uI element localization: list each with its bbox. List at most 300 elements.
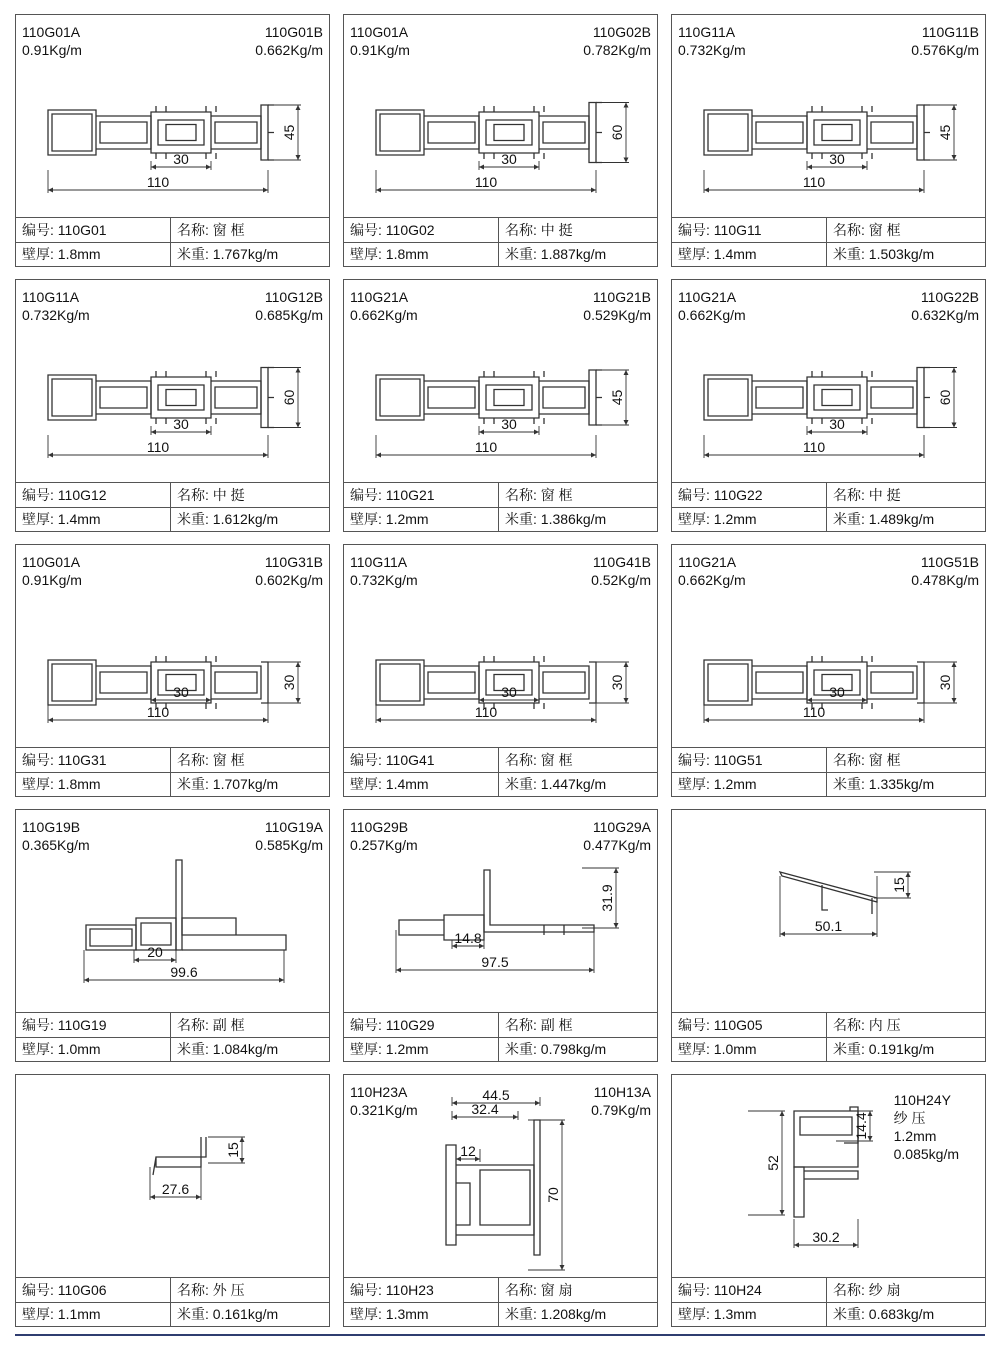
- spec-cell-weight: [499, 772, 657, 796]
- width-dimension: [794, 1219, 858, 1248]
- mid-dimension-label: 30: [173, 416, 189, 432]
- part-b-line: 0.685Kg/m: [255, 307, 323, 323]
- spec-label: 米重:: [505, 1306, 537, 1322]
- part-a-line: 0.321Kg/m: [350, 1102, 418, 1118]
- spec-value: 110G22: [713, 487, 763, 503]
- spec-value: 110G12: [57, 487, 107, 503]
- mid-dimension: [134, 944, 176, 963]
- height-dimension: [582, 868, 619, 928]
- width-dimension: [396, 930, 594, 973]
- spec-cell-thick: [344, 1037, 499, 1061]
- spec-label: 壁厚:: [678, 776, 710, 792]
- spec-row-code: [16, 748, 329, 773]
- part-a-line: 0.91Kg/m: [350, 42, 410, 58]
- mid-dimension-label: 30: [173, 151, 189, 167]
- part-a-line: 0.662Kg/m: [678, 572, 746, 588]
- part-b-line: 0.52Kg/m: [591, 572, 651, 588]
- spec-label: 米重:: [833, 1306, 865, 1322]
- spec-label: 编号:: [678, 752, 710, 768]
- spec-label: 米重:: [177, 1041, 209, 1057]
- profile-section: [153, 1137, 206, 1175]
- part-a-line: 110G21A: [678, 554, 737, 570]
- height-dimension: [874, 872, 911, 898]
- spec-value: 中 挺: [868, 487, 901, 503]
- width-dimension: [376, 700, 596, 723]
- spec-label: 名称:: [177, 1017, 209, 1033]
- mid-dimension: [479, 151, 539, 170]
- spec-label: 米重:: [833, 246, 865, 262]
- spec-cell-name: [827, 748, 985, 772]
- spec-cell-code: [672, 748, 827, 772]
- height-dimension-label: 30: [281, 674, 297, 691]
- part-a-line: 110G11A: [22, 289, 80, 305]
- width-dimension-label: 110: [474, 704, 498, 720]
- part-a-line: 0.91Kg/m: [22, 572, 82, 588]
- spec-cell-weight: [827, 1302, 985, 1326]
- spec-cell-weight: [827, 242, 985, 266]
- part-b-line: 110G21B: [592, 289, 651, 305]
- spec-label: 米重:: [833, 776, 865, 792]
- spec-label: 米重:: [177, 776, 209, 792]
- spec-table: [344, 1277, 657, 1326]
- spec-row-code: [672, 1278, 985, 1303]
- mid-dimension: [807, 416, 867, 435]
- part-a-line: 110G21A: [678, 289, 737, 305]
- height-dimension-label: 52: [765, 1155, 781, 1171]
- spec-value: 1.084kg/m: [212, 1041, 279, 1057]
- spec-value: 110G21: [385, 487, 435, 503]
- spec-label: 名称:: [177, 1282, 209, 1298]
- profile-drawing: [344, 1075, 657, 1275]
- spec-cell-thick: [344, 242, 499, 266]
- spec-value: 1.2mm: [713, 776, 757, 792]
- spec-cell-code: [672, 483, 827, 507]
- part-b-line: 110H13A: [593, 1084, 651, 1100]
- spec-cell-thick: [16, 1037, 171, 1061]
- spec-value: 110G19: [57, 1017, 107, 1033]
- profile-section: [780, 872, 877, 914]
- spec-label: 米重:: [177, 1306, 209, 1322]
- profile-section: [399, 870, 594, 940]
- mid-dimension: [479, 684, 539, 703]
- spec-value: 1.2mm: [385, 511, 429, 527]
- part-a-line: 0.732Kg/m: [22, 307, 90, 323]
- profile-section: [376, 103, 602, 163]
- spec-row-code: [344, 483, 657, 508]
- mid-dimension: [452, 930, 484, 949]
- mid-dimension-label: 14.8: [454, 930, 482, 946]
- profile-card-110G41: [343, 544, 658, 797]
- spec-value: 110G02: [385, 222, 435, 238]
- spec-value: 110H23: [385, 1282, 434, 1298]
- part-b-line: 0.478Kg/m: [911, 572, 979, 588]
- spec-label: 壁厚:: [22, 246, 54, 262]
- spec-label: 名称:: [833, 752, 865, 768]
- profile-drawing: [344, 545, 657, 745]
- part-a-line: 110H23A: [350, 1084, 408, 1100]
- spec-label: 名称:: [833, 1017, 865, 1033]
- profile-card-110G31: [15, 544, 330, 797]
- mid-dimension: [807, 151, 867, 170]
- height-dimension-label: 45: [937, 124, 953, 141]
- mid-dimension-label: 30: [501, 151, 517, 167]
- spec-cell-name: [171, 483, 329, 507]
- profile-drawing: [16, 280, 329, 480]
- height-dimension-label: 15: [225, 1142, 241, 1158]
- profile-drawing: [672, 1075, 985, 1275]
- width2-dimension-label: 32.4: [471, 1101, 499, 1117]
- spec-value: 110G01: [57, 222, 107, 238]
- profile-section: [794, 1107, 858, 1217]
- spec-cell-code: [672, 218, 827, 242]
- spec-value: 1.8mm: [385, 246, 429, 262]
- spec-cell-code: [344, 748, 499, 772]
- spec-row-code: [344, 1278, 657, 1303]
- profile-card-110H23: [343, 1074, 658, 1327]
- part-a-line: 110G11A: [350, 554, 408, 570]
- spec-cell-weight: [171, 507, 329, 531]
- spec-value: 110G11: [713, 222, 762, 238]
- spec-cell-weight: [499, 242, 657, 266]
- profile-drawing: [672, 280, 985, 480]
- spec-cell-weight: [827, 772, 985, 796]
- profile-drawing: [672, 15, 985, 215]
- width-dimension: [48, 700, 268, 723]
- spec-value: 1.489kg/m: [868, 511, 935, 527]
- mid-dimension: [807, 684, 867, 703]
- spec-cell-code: [344, 1278, 499, 1302]
- part-b-line: 纱 压: [893, 1110, 926, 1126]
- spec-row-weight: [344, 772, 657, 796]
- spec-label: 壁厚:: [350, 1041, 382, 1057]
- spec-cell-name: [827, 218, 985, 242]
- spec-label: 编号:: [350, 752, 382, 768]
- profile-drawing: [16, 1075, 329, 1275]
- spec-table: [672, 1012, 985, 1061]
- width-dimension: [48, 170, 268, 193]
- spec-value: 1.612kg/m: [212, 511, 279, 527]
- spec-cell-weight: [171, 242, 329, 266]
- profile-section: [48, 105, 274, 160]
- part-a-line: 0.732Kg/m: [678, 42, 746, 58]
- mid-dimension-label: 30: [829, 151, 845, 167]
- width-dimension: [376, 435, 596, 458]
- spec-label: 编号:: [350, 1017, 382, 1033]
- spec-cell-weight: [499, 1302, 657, 1326]
- spec-table: [672, 1277, 985, 1326]
- spec-value: 110H24: [713, 1282, 762, 1298]
- spec-table: [16, 747, 329, 796]
- height-dimension-label: 45: [609, 389, 625, 406]
- spec-value: 110G05: [713, 1017, 763, 1033]
- spec-cell-name: [171, 1013, 329, 1037]
- height-dimension-label: 60: [937, 389, 953, 406]
- mid-dimension: [151, 416, 211, 435]
- profile-section: [704, 656, 924, 709]
- spec-row-weight: [344, 1037, 657, 1061]
- spec-label: 名称:: [505, 222, 537, 238]
- spec-value: 1.1mm: [57, 1306, 101, 1322]
- spec-table: [672, 217, 985, 266]
- spec-cell-name: [171, 1278, 329, 1302]
- part-b-line: 0.632Kg/m: [911, 307, 979, 323]
- spec-value: 1.3mm: [385, 1306, 429, 1322]
- mid-dimension: [151, 151, 211, 170]
- spec-value: 1.8mm: [57, 776, 101, 792]
- mid-dimension-label: 30: [829, 684, 845, 700]
- spec-label: 壁厚:: [678, 511, 710, 527]
- spec-label: 编号:: [678, 1017, 710, 1033]
- spec-value: 1.447kg/m: [540, 776, 607, 792]
- spec-cell-weight: [827, 507, 985, 531]
- part-a-line: 0.662Kg/m: [350, 307, 418, 323]
- width2-dimension: [452, 1101, 518, 1120]
- profile-drawing: [672, 810, 985, 1010]
- spec-cell-thick: [672, 1302, 827, 1326]
- part-b-line: 110G19A: [264, 819, 323, 835]
- part-a-line: 0.91Kg/m: [22, 42, 82, 58]
- profile-section: [446, 1120, 540, 1255]
- spec-cell-code: [672, 1278, 827, 1302]
- spec-row-code: [344, 1013, 657, 1038]
- spec-label: 名称:: [177, 222, 209, 238]
- profile-card-110G11: [671, 14, 986, 267]
- part-b-line: 110G41B: [592, 554, 651, 570]
- spec-cell-name: [499, 483, 657, 507]
- profile-card-110G51: [671, 544, 986, 797]
- part-a-line: 110G29B: [350, 819, 409, 835]
- width-dimension: [704, 700, 924, 723]
- spec-value: 窗 框: [868, 752, 901, 768]
- height-dimension-label: 30: [937, 674, 953, 691]
- profile-section: [376, 370, 602, 425]
- spec-value: 1.767kg/m: [212, 246, 279, 262]
- spec-cell-name: [499, 748, 657, 772]
- spec-cell-name: [171, 218, 329, 242]
- spec-cell-weight: [499, 1037, 657, 1061]
- spec-value: 1.3mm: [713, 1306, 757, 1322]
- spec-cell-thick: [672, 772, 827, 796]
- spec-row-code: [16, 483, 329, 508]
- spec-label: 名称:: [505, 1017, 537, 1033]
- spec-value: 窗 扇: [540, 1282, 573, 1298]
- spec-value: 窗 框: [212, 752, 245, 768]
- spec-cell-name: [827, 1013, 985, 1037]
- spec-label: 编号:: [678, 1282, 710, 1298]
- spec-label: 编号:: [22, 222, 54, 238]
- mid-dimension: [479, 416, 539, 435]
- spec-table: [672, 482, 985, 531]
- width-dimension-label: 50.1: [814, 918, 843, 934]
- spec-label: 米重:: [177, 246, 209, 262]
- height-dimension-label: 15: [891, 877, 907, 893]
- spec-label: 编号:: [350, 222, 382, 238]
- spec-value: 1.2mm: [385, 1041, 429, 1057]
- spec-row-code: [16, 218, 329, 243]
- spec-value: 0.798kg/m: [540, 1041, 607, 1057]
- height-dimension-label: 60: [281, 389, 297, 406]
- width-dimension: [376, 170, 596, 193]
- width-dimension-label: 110: [146, 704, 170, 720]
- spec-value: 副 框: [540, 1017, 573, 1033]
- spec-row-weight: [16, 1037, 329, 1061]
- part-a-line: 110G01A: [350, 24, 409, 40]
- width-dimension-label: 27.6: [161, 1181, 190, 1197]
- spec-cell-code: [16, 1013, 171, 1037]
- width-dimension-label: 110: [146, 174, 170, 190]
- width-dimension: [150, 1167, 201, 1200]
- spec-row-weight: [344, 507, 657, 531]
- spec-table: [672, 747, 985, 796]
- spec-cell-name: [827, 483, 985, 507]
- spec-label: 壁厚:: [678, 1041, 710, 1057]
- profile-card-110H24: [671, 1074, 986, 1327]
- mid-dimension-label: 30: [501, 684, 517, 700]
- spec-value: 中 挺: [212, 487, 245, 503]
- spec-label: 编号:: [350, 1282, 382, 1298]
- profile-card-110G29: [343, 809, 658, 1062]
- spec-label: 壁厚:: [350, 776, 382, 792]
- height-dimension: [592, 662, 629, 703]
- profile-card-110G05: [671, 809, 986, 1062]
- part-b-line: 0.085kg/m: [893, 1146, 959, 1162]
- width-dimension: [704, 435, 924, 458]
- spec-cell-weight: [171, 1302, 329, 1326]
- spec-cell-thick: [672, 242, 827, 266]
- height-dimension-label: 31.9: [599, 884, 615, 912]
- profile-section: [86, 860, 286, 950]
- height2-dimension: [836, 1111, 873, 1141]
- spec-table: [344, 747, 657, 796]
- spec-label: 壁厚:: [350, 246, 382, 262]
- spec-value: 110G29: [385, 1017, 435, 1033]
- spec-cell-thick: [672, 1037, 827, 1061]
- spec-value: 0.191kg/m: [868, 1041, 935, 1057]
- width-dimension: [84, 950, 284, 983]
- part-a-line: 0.365Kg/m: [22, 837, 90, 853]
- spec-label: 米重:: [505, 1041, 537, 1057]
- spec-label: 壁厚:: [22, 1041, 54, 1057]
- spec-label: 名称:: [177, 487, 209, 503]
- spec-cell-name: [171, 748, 329, 772]
- spec-table: [344, 217, 657, 266]
- spec-cell-weight: [499, 507, 657, 531]
- spec-value: 1.2mm: [713, 511, 757, 527]
- spec-label: 编号:: [678, 222, 710, 238]
- spec-label: 米重:: [177, 511, 209, 527]
- profile-section: [48, 368, 274, 428]
- part-b-line: 110G22B: [920, 289, 979, 305]
- height2-dimension-label: 14.4: [853, 1112, 869, 1140]
- spec-row-weight: [672, 507, 985, 531]
- mid-dimension-label: 30: [829, 416, 845, 432]
- width-dimension-label: 110: [802, 174, 826, 190]
- height-dimension: [748, 1111, 785, 1215]
- spec-row-code: [16, 1013, 329, 1038]
- spec-value: 窗 框: [540, 752, 573, 768]
- spec-label: 米重:: [833, 511, 865, 527]
- spec-cell-weight: [171, 772, 329, 796]
- spec-label: 名称:: [505, 487, 537, 503]
- spec-value: 内 压: [868, 1017, 901, 1033]
- width-dimension-label: 30.2: [812, 1229, 840, 1245]
- spec-row-code: [16, 1278, 329, 1303]
- spec-label: 名称:: [505, 1282, 537, 1298]
- part-a-line: 110G01A: [22, 554, 81, 570]
- spec-table: [16, 217, 329, 266]
- profile-section: [704, 105, 930, 160]
- profile-card-110G22: [671, 279, 986, 532]
- width-dimension: [48, 435, 268, 458]
- profile-card-110G19: [15, 809, 330, 1062]
- part-a-line: 110G19B: [22, 819, 81, 835]
- part-b-line: 110G01B: [264, 24, 323, 40]
- part-b-line: 110G02B: [592, 24, 651, 40]
- width-dimension-label: 110: [474, 439, 498, 455]
- spec-row-weight: [16, 1302, 329, 1326]
- part-b-line: 1.2mm: [893, 1128, 937, 1144]
- spec-cell-thick: [344, 1302, 499, 1326]
- mid-dimension-label: 30: [501, 416, 517, 432]
- spec-cell-thick: [16, 1302, 171, 1326]
- width-dimension-label: 110: [802, 439, 826, 455]
- part-a-line: 0.662Kg/m: [678, 307, 746, 323]
- spec-label: 编号:: [22, 1282, 54, 1298]
- profile-card-110G21: [343, 279, 658, 532]
- spec-cell-thick: [16, 507, 171, 531]
- spec-value: 1.887kg/m: [540, 246, 607, 262]
- spec-cell-weight: [827, 1037, 985, 1061]
- spec-cell-code: [344, 483, 499, 507]
- profile-card-110G12: [15, 279, 330, 532]
- spec-label: 编号:: [678, 487, 710, 503]
- spec-cell-thick: [344, 772, 499, 796]
- spec-table: [16, 1277, 329, 1326]
- spec-value: 0.683kg/m: [868, 1306, 935, 1322]
- profile-drawing: [672, 545, 985, 745]
- spec-label: 米重:: [505, 511, 537, 527]
- spec-value: 110G51: [713, 752, 763, 768]
- profile-card-110G02: [343, 14, 658, 267]
- part-a-line: 110G11A: [678, 24, 736, 40]
- spec-row-weight: [16, 507, 329, 531]
- spec-row-code: [672, 1013, 985, 1038]
- height-dimension-label: 70: [545, 1187, 561, 1203]
- spec-row-code: [672, 218, 985, 243]
- spec-cell-code: [672, 1013, 827, 1037]
- spec-label: 壁厚:: [678, 1306, 710, 1322]
- spec-cell-name: [499, 218, 657, 242]
- spec-value: 纱 扇: [868, 1282, 901, 1298]
- spec-value: 1.335kg/m: [868, 776, 935, 792]
- spec-value: 1.386kg/m: [540, 511, 607, 527]
- part-b-line: 0.576Kg/m: [911, 42, 979, 58]
- spec-cell-code: [16, 1278, 171, 1302]
- profile-drawing: [344, 15, 657, 215]
- profile-card-110G06: [15, 1074, 330, 1327]
- profile-section: [48, 656, 268, 709]
- spec-label: 名称:: [833, 222, 865, 238]
- spec-value: 外 压: [212, 1282, 245, 1298]
- spec-cell-code: [344, 1013, 499, 1037]
- part-b-line: 110G29A: [592, 819, 651, 835]
- part-b-line: 110G11B: [921, 24, 979, 40]
- height-dimension: [264, 662, 301, 703]
- spec-value: 1.4mm: [713, 246, 757, 262]
- spec-value: 1.503kg/m: [868, 246, 935, 262]
- spec-table: [344, 482, 657, 531]
- spec-row-weight: [344, 1302, 657, 1326]
